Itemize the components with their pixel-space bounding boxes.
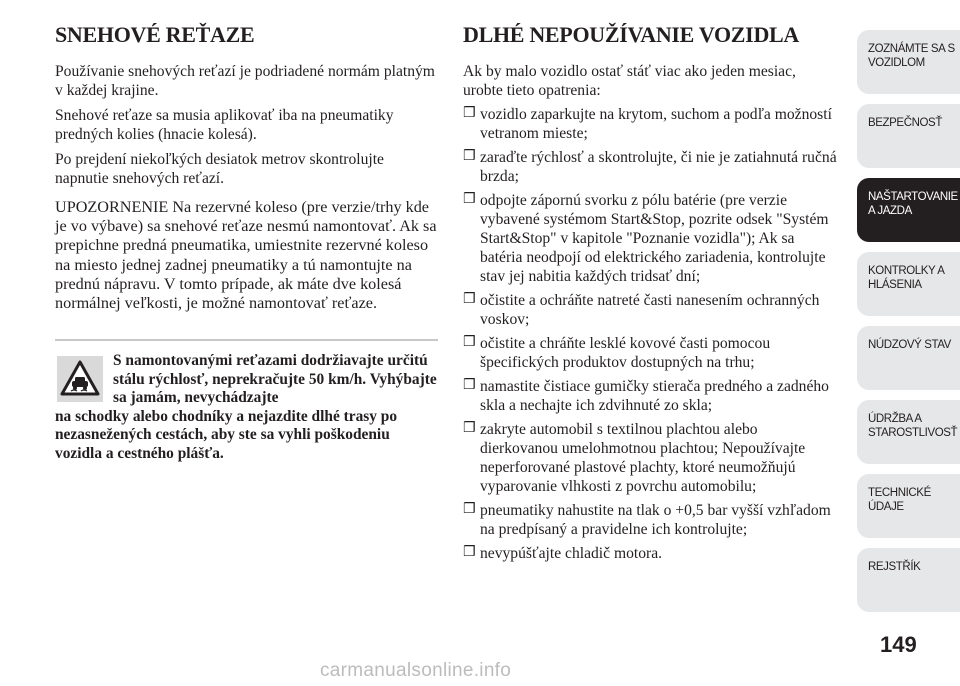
checklist: [463, 105, 838, 563]
list-item: ❒ vozidlo zaparkujte na krytom, suchom a podľa možností vetranom mieste;: [463, 105, 832, 142]
warning-text-head: S namontovanými reťazami dodržiavajte určitú stálu rýchlosť, neprekračujte 50 km/h. Vyhýbajte sa jamám, nevychádzajte: [113, 352, 437, 407]
list-item: ❒ očistite a chráňte lesklé kovové časti pomocou špecifických produktov dostupných na trhu;: [463, 334, 771, 371]
car-skid-warning-icon: [57, 356, 103, 402]
tab-getting-to-know[interactable]: ZOZNÁMTE SA S VOZIDLOM: [857, 30, 960, 94]
chapter-sidebar: [857, 30, 960, 622]
paragraph: Snehové reťaze sa musia aplikovať iba na pneumatiky predných kolies (hnacie kolesá).: [55, 107, 394, 143]
paragraph: Používanie snehových reťazí je podriadené normám platným v každej krajine.: [55, 63, 435, 99]
tab-maintenance[interactable]: ÚDRŽBA A STAROSTLIVOSŤ: [857, 400, 960, 464]
snow-chains-title: SNEHOVÉ REŤAZE: [55, 22, 255, 47]
warning-box: [55, 352, 440, 463]
checkbox-icon: ❒: [463, 148, 476, 164]
tab-warning-lights[interactable]: KONTROLKY A HLÁSENIA: [857, 252, 960, 316]
warning-text-tail: na schodky alebo chodníky a nejazdite dlhé trasy po nezasnežených cestách, aby ste sa vyhli poškodeniu vozidla a cestného plášťa.: [55, 407, 398, 462]
checkbox-icon: ❒: [463, 291, 476, 307]
checkbox-icon: ❒: [463, 191, 476, 207]
divider: [55, 339, 438, 341]
checkbox-icon: ❒: [463, 420, 476, 436]
list-item: ❒ očistite a ochráňte natreté časti nanesením ochranných voskov;: [463, 291, 820, 328]
left-column: [55, 22, 440, 463]
list-item: ❒ zaraďte rýchlosť a skontrolujte, či nie je zatiahnutá ručná brzda;: [463, 148, 837, 185]
list-item: ❒ pneumatiky nahustite na tlak o +0,5 bar vyšší vzhľadom na predpísaný a pravidelne ich kontrolujte;: [463, 501, 831, 538]
checkbox-icon: ❒: [463, 544, 476, 560]
paragraph: Po prejdení niekoľkých desiatok metrov skontrolujte napnutie snehových reťazí.: [55, 151, 384, 187]
right-column: [463, 22, 838, 568]
tab-technical-data[interactable]: TECHNICKÉ ÚDAJE: [857, 474, 960, 538]
intro-paragraph: Ak by malo vozidlo ostať stáť viac ako jeden mesiac, urobte tieto opatrenia:: [463, 63, 796, 99]
long-storage-title: DLHÉ NEPOUŽÍVANIE VOZIDLA: [463, 22, 799, 47]
tab-index[interactable]: REJSTŘÍK: [857, 548, 960, 612]
tab-safety[interactable]: BEZPEČNOSŤ: [857, 104, 960, 168]
list-item: ❒ nevypúšťajte chladič motora.: [463, 544, 663, 562]
note-paragraph: UPOZORNENIE Na rezervné koleso (pre verzie/trhy kde je vo výbave) sa snehové reťaze nesmú namontovať. Ak sa prepichne predná pneumatika, umiestnite rezervné koleso na miesto jednej zadnej pneumatiky a tú namontujte na prednú nápravu. V tomto prípade, ak máte dve kolesá normálnej veľkosti, je možné namontovať reťaze.: [55, 198, 437, 313]
page-number: 149: [880, 632, 917, 657]
tab-starting-driving[interactable]: NAŠTARTOVANIE A JAZDA: [857, 178, 960, 242]
checkbox-icon: ❒: [463, 377, 476, 393]
checkbox-icon: ❒: [463, 105, 476, 121]
list-item: ❒ odpojte zápornú svorku z pólu batérie (pre verzie vybavené systémom Start&Stop, pozrite odsek "Systém Start&Stop" v kapitole "Poznanie vozidla"); Ak sa batéria neodpojí od elektrického zariadenia, kontrolujte stav jej nabitia každých tridsať dní;: [463, 191, 829, 285]
watermark: carmanualsonline.info: [320, 660, 512, 681]
list-item: ❒ namastite čistiace gumičky stierača predného a zadného skla a nechajte ich zdvihnuté zo skla;: [463, 377, 829, 414]
tab-emergency[interactable]: NÚDZOVÝ STAV: [857, 326, 960, 390]
checkbox-icon: ❒: [463, 501, 476, 517]
checkbox-icon: ❒: [463, 334, 476, 350]
list-item: ❒ zakryte automobil s textilnou plachtou alebo dierkovanou umelohmotnou plachtou; Nepoužívajte neperforované plastové plachty, ktoré neumožňujú vyparovanie vlhkosti z povrchu automobilu;: [463, 420, 806, 495]
